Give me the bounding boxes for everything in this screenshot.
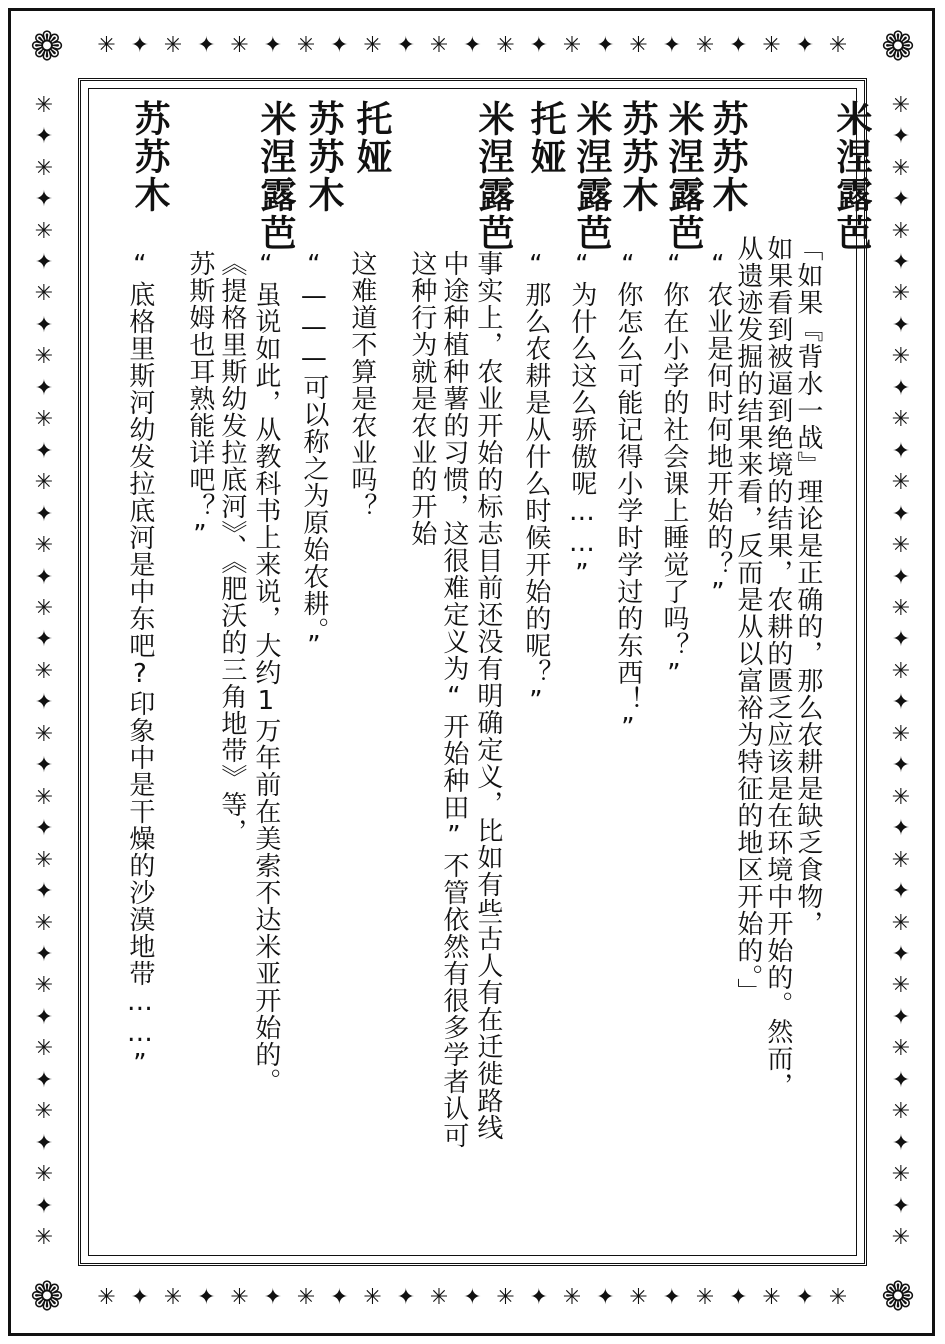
star-ornament-icon: ✳ [828,1285,848,1310]
diamond-ornament-icon: ✦ [396,33,416,58]
diamond-ornament-icon: ✦ [891,879,911,905]
ornament-band-bottom [90,1278,855,1318]
speaker-name: 苏苏木 [617,100,658,214]
ornament-band-top [90,26,855,66]
dialogue-line: 中途种植种薯的习惯，这很难定义为“开始种田”不管依然有很多学者认可 [438,250,469,1149]
star-ornament-icon: ✳ [34,1099,54,1125]
diamond-ornament-icon: ✦ [529,1285,549,1310]
star-ornament-icon: ✳ [97,33,116,58]
star-ornament-icon: ✳ [891,407,911,433]
star-ornament-icon: ✳ [34,910,54,936]
diamond-ornament-icon: ✦ [34,816,54,842]
dialogue-line: “为什么这么骄傲呢……” [566,250,597,590]
star-ornament-icon: ✳ [34,92,54,118]
diamond-ornament-icon: ✦ [891,1067,911,1093]
diamond-ornament-icon: ✦ [891,941,911,967]
speaker-name: 米涅露芭 [663,100,704,252]
star-ornament-icon: ✳ [163,33,183,58]
star-ornament-icon: ✳ [34,533,54,559]
star-ornament-icon: ✳ [891,344,911,370]
dialogue-line: 如果看到被逼到绝境的结果，农耕的匮乏应该是在环境中开始的。然而， [762,235,793,1099]
diamond-ornament-icon: ✦ [263,33,283,58]
star-ornament-icon: ✳ [891,721,911,747]
star-ornament-icon: ✳ [891,1036,911,1062]
star-ornament-icon: ✳ [629,1285,648,1310]
diamond-ornament-icon: ✦ [891,627,911,653]
diamond-ornament-icon: ✦ [891,438,911,464]
diamond-ornament-icon: ✦ [795,1285,815,1310]
star-ornament-icon: ✳ [562,33,582,58]
dialogue-line: “农业是何时何地开始的？” [702,250,733,609]
dialogue-line: 事实上，农业开始的标志目前还没有明确定义，比如有些古人有在迁徙路线 [472,250,503,1141]
diamond-ornament-icon: ✦ [662,1285,682,1310]
diamond-ornament-icon: ✦ [34,879,54,905]
diamond-ornament-icon: ✦ [34,375,54,401]
star-ornament-icon: ✳ [363,33,382,58]
diamond-ornament-icon: ✦ [396,1285,416,1310]
star-ornament-icon: ✳ [695,33,715,58]
star-ornament-icon: ✳ [34,1225,54,1251]
diamond-ornament-icon: ✦ [263,1285,283,1310]
star-ornament-icon: ✳ [34,344,54,370]
star-ornament-icon: ✳ [828,33,848,58]
diamond-ornament-icon: ✦ [463,33,482,58]
star-ornament-icon: ✳ [891,658,911,684]
diamond-ornament-icon: ✦ [34,690,54,716]
speaker-name: 苏苏木 [129,100,170,214]
diamond-ornament-icon: ✦ [34,501,54,527]
star-ornament-icon: ✳ [891,533,911,559]
star-ornament-icon: ✳ [891,1225,911,1251]
star-ornament-icon: ✳ [891,218,911,244]
dialogue-line: “底格里斯河幼发拉底河是中东吧?印象中是干燥的沙漠地带……” [124,250,155,1080]
flower-ornament-icon: ❁ [30,24,64,70]
flower-ornament-icon: ❁ [30,1274,64,1320]
star-ornament-icon: ✳ [891,784,911,810]
star-ornament-icon: ✳ [34,784,54,810]
diamond-ornament-icon: ✦ [130,1285,150,1310]
diamond-ornament-icon: ✦ [891,187,911,213]
star-ornament-icon: ✳ [363,1285,382,1310]
dialogue-line: “———可以称之为原始农耕。” [298,250,329,662]
star-ornament-icon: ✳ [891,470,911,496]
dialogue-line: 这难道不算是农业吗？ [346,250,377,520]
diamond-ornament-icon: ✦ [891,249,911,275]
star-ornament-icon: ✳ [496,1285,515,1310]
dialogue-line: 《提格里斯幼发拉底河》、《肥沃的三角地带》等， [216,250,247,845]
star-ornament-icon: ✳ [296,33,316,58]
diamond-ornament-icon: ✦ [330,33,349,58]
diamond-ornament-icon: ✦ [891,1130,911,1156]
star-ornament-icon: ✳ [34,155,54,181]
dialogue-line: 苏斯姆也耳熟能详吧？” [184,250,215,551]
star-ornament-icon: ✳ [695,1285,715,1310]
star-ornament-icon: ✳ [429,1285,449,1310]
diamond-ornament-icon: ✦ [662,33,682,58]
star-ornament-icon: ✳ [230,1285,249,1310]
speaker-name: 托娅 [525,100,566,176]
star-ornament-icon: ✳ [34,407,54,433]
diamond-ornament-icon: ✦ [891,753,911,779]
dialogue-line: “你怎么可能记得小学时学过的东西！” [612,250,643,744]
diamond-ornament-icon: ✦ [529,33,549,58]
diamond-ornament-icon: ✦ [34,187,54,213]
speaker-name: 米涅露芭 [571,100,612,252]
star-ornament-icon: ✳ [163,1285,183,1310]
speaker-name: 米涅露芭 [255,100,296,252]
dialogue-line: “那么农耕是从什么时候开始的呢？” [520,250,551,717]
diamond-ornament-icon: ✦ [729,33,748,58]
speaker-name: 苏苏木 [707,100,748,214]
diamond-ornament-icon: ✦ [34,124,54,150]
diamond-ornament-icon: ✦ [34,627,54,653]
star-ornament-icon: ✳ [34,218,54,244]
diamond-ornament-icon: ✦ [130,33,150,58]
diamond-ornament-icon: ✦ [795,33,815,58]
ornament-band-right [879,90,923,1254]
diamond-ornament-icon: ✦ [729,1285,748,1310]
diamond-ornament-icon: ✦ [891,501,911,527]
diamond-ornament-icon: ✦ [891,375,911,401]
diamond-ornament-icon: ✦ [596,33,615,58]
diamond-ornament-icon: ✦ [34,249,54,275]
diamond-ornament-icon: ✦ [197,33,216,58]
speaker-name: 米涅露芭 [831,100,872,252]
dialogue-area [110,100,870,1240]
star-ornament-icon: ✳ [230,33,249,58]
diamond-ornament-icon: ✦ [330,1285,349,1310]
flower-ornament-icon: ❁ [881,1274,915,1320]
speaker-name: 苏苏木 [303,100,344,214]
star-ornament-icon: ✳ [891,1099,911,1125]
diamond-ornament-icon: ✦ [596,1285,615,1310]
star-ornament-icon: ✳ [762,33,781,58]
diamond-ornament-icon: ✦ [34,312,54,338]
star-ornament-icon: ✳ [891,281,911,307]
star-ornament-icon: ✳ [891,847,911,873]
diamond-ornament-icon: ✦ [891,1193,911,1219]
flower-ornament-icon: ❁ [881,24,915,70]
star-ornament-icon: ✳ [34,281,54,307]
star-ornament-icon: ✳ [34,658,54,684]
star-ornament-icon: ✳ [34,847,54,873]
dialogue-line: 这种行为就是农业的开始 [406,250,437,547]
star-ornament-icon: ✳ [891,1162,911,1188]
diamond-ornament-icon: ✦ [197,1285,216,1310]
diamond-ornament-icon: ✦ [891,1004,911,1030]
star-ornament-icon: ✳ [34,973,54,999]
star-ornament-icon: ✳ [891,155,911,181]
star-ornament-icon: ✳ [762,1285,781,1310]
star-ornament-icon: ✳ [891,973,911,999]
diamond-ornament-icon: ✦ [891,690,911,716]
star-ornament-icon: ✳ [629,33,648,58]
diamond-ornament-icon: ✦ [34,1130,54,1156]
ornament-band-left [22,90,66,1254]
dialogue-line: “你在小学的社会课上睡觉了吗？” [658,250,689,690]
diamond-ornament-icon: ✦ [891,312,911,338]
star-ornament-icon: ✳ [891,92,911,118]
dialogue-line: 「如果『背水一战』理论是正确的，那么农耕是缺乏食物， [792,235,823,937]
diamond-ornament-icon: ✦ [34,1193,54,1219]
star-ornament-icon: ✳ [891,910,911,936]
dialogue-line: 从遗迹发掘的结果来看，反而是从以富裕为特征的地区开始的。」 [732,235,763,1005]
diamond-ornament-icon: ✦ [34,753,54,779]
star-ornament-icon: ✳ [34,721,54,747]
star-ornament-icon: ✳ [296,1285,316,1310]
star-ornament-icon: ✳ [429,33,449,58]
dialogue-line: “虽说如此，从教科书上来说，大约1万年前在美索不达米亚开始的。 [250,250,281,1095]
star-ornament-icon: ✳ [34,1036,54,1062]
star-ornament-icon: ✳ [34,595,54,621]
diamond-ornament-icon: ✦ [891,564,911,590]
diamond-ornament-icon: ✦ [34,941,54,967]
star-ornament-icon: ✳ [891,595,911,621]
speaker-name: 托娅 [351,100,392,176]
diamond-ornament-icon: ✦ [34,1004,54,1030]
star-ornament-icon: ✳ [97,1285,116,1310]
star-ornament-icon: ✳ [496,33,515,58]
diamond-ornament-icon: ✦ [34,438,54,464]
diamond-ornament-icon: ✦ [463,1285,482,1310]
star-ornament-icon: ✳ [562,1285,582,1310]
diamond-ornament-icon: ✦ [891,124,911,150]
diamond-ornament-icon: ✦ [891,816,911,842]
star-ornament-icon: ✳ [34,1162,54,1188]
diamond-ornament-icon: ✦ [34,1067,54,1093]
speaker-name: 米涅露芭 [473,100,514,252]
star-ornament-icon: ✳ [34,470,54,496]
diamond-ornament-icon: ✦ [34,564,54,590]
